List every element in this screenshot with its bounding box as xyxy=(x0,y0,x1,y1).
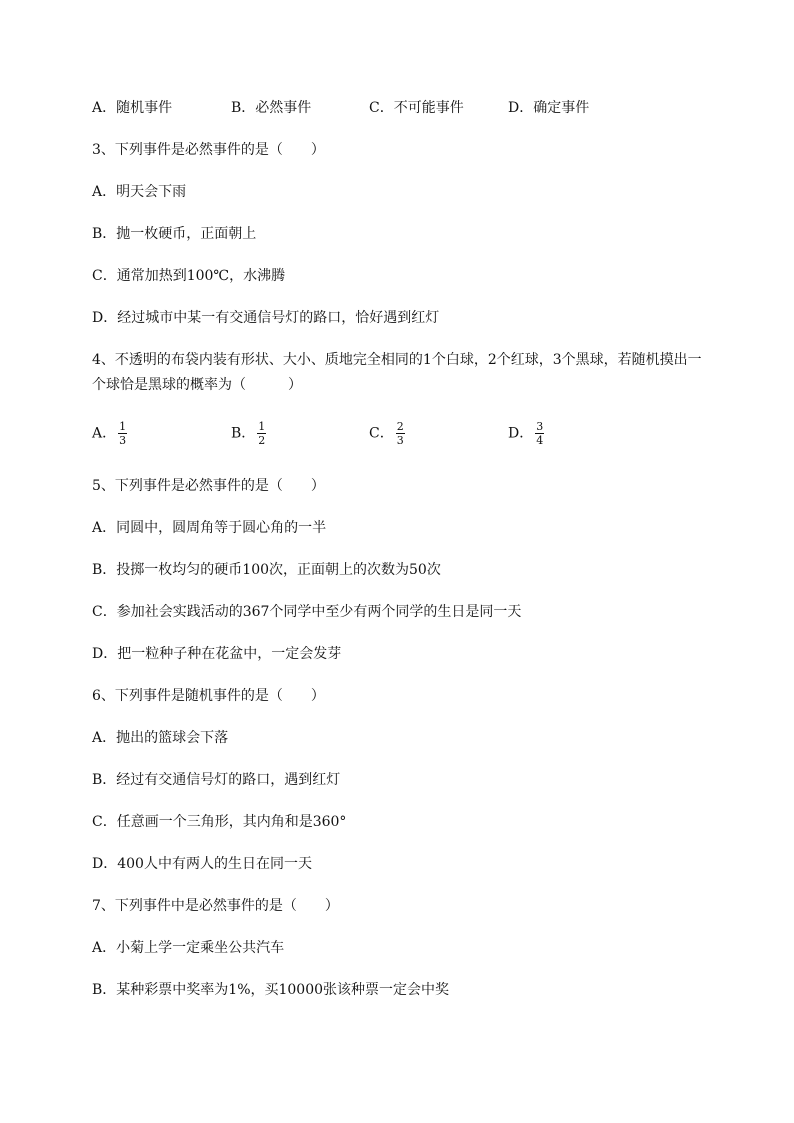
q5-stem: 5、下列事件是必然事件的是（ ） xyxy=(92,478,325,494)
q6-option-c: C．任意画一个三角形，其内角和是360° xyxy=(92,814,347,830)
q4-stem-line2: 个球恰是黑球的概率为（ ） xyxy=(92,377,302,393)
q3-option-b: B．抛一枚硬币，正面朝上 xyxy=(92,226,257,242)
q6-option-b: B．经过有交通信号灯的路口，遇到红灯 xyxy=(92,772,341,788)
q4-option-d-label: D． xyxy=(508,425,534,442)
q6-option-a: A．抛出的篮球会下落 xyxy=(92,730,229,746)
q3-option-d: D．经过城市中某一有交通信号灯的路口，恰好遇到红灯 xyxy=(92,310,440,326)
q4-option-a xyxy=(92,420,127,447)
q5-option-c: C．参加社会实践活动的367个同学中至少有两个同学的生日是同一天 xyxy=(92,604,522,620)
q4-option-d-denominator: 4 xyxy=(536,434,544,447)
q6-stem: 6、下列事件是随机事件的是（ ） xyxy=(92,688,325,704)
q4-option-d xyxy=(508,420,544,447)
q4-option-d-numerator: 3 xyxy=(536,420,544,433)
q6-option-d: D．400人中有两人的生日在同一天 xyxy=(92,856,312,872)
q4-option-a-label: A． xyxy=(92,425,117,442)
q4-option-a-fraction xyxy=(118,420,127,447)
q4-option-c xyxy=(369,420,405,447)
q3-stem: 3、下列事件是必然事件的是（ ） xyxy=(92,142,325,158)
q7-option-a: A．小菊上学一定乘坐公共汽车 xyxy=(92,940,285,956)
q7-option-b: B．某种彩票中奖率为1%，买10000张该种票一定会中奖 xyxy=(92,982,450,998)
q4-option-d-fraction xyxy=(535,420,544,447)
q2-option-a: A．随机事件 xyxy=(92,100,173,116)
q4-option-c-label: C． xyxy=(369,425,394,442)
q4-option-c-fraction xyxy=(396,420,405,447)
q3-option-a: A．明天会下雨 xyxy=(92,184,187,200)
q5-option-d: D．把一粒种子种在花盆中，一定会发芽 xyxy=(92,646,342,662)
q4-option-b-numerator: 1 xyxy=(258,420,266,433)
q4-option-a-denominator: 3 xyxy=(119,434,127,447)
q2-option-d: D．确定事件 xyxy=(508,100,590,116)
q4-option-c-denominator: 3 xyxy=(396,434,404,447)
q4-option-c-numerator: 2 xyxy=(396,420,404,433)
q4-option-b-denominator: 2 xyxy=(258,434,266,447)
q3-option-c: C．通常加热到100℃，水沸腾 xyxy=(92,268,286,284)
q5-option-a: A．同圆中，圆周角等于圆心角的一半 xyxy=(92,520,327,536)
q4-option-a-numerator: 1 xyxy=(119,420,127,433)
q4-option-b-label: B． xyxy=(231,425,256,442)
q4-option-b-fraction xyxy=(257,420,266,447)
q5-option-b: B．投掷一枚均匀的硬币100次，正面朝上的次数为50次 xyxy=(92,562,441,578)
q7-stem: 7、下列事件中是必然事件的是（ ） xyxy=(92,898,339,914)
q4-option-b xyxy=(231,420,266,447)
q2-option-b: B．必然事件 xyxy=(231,100,312,116)
q4-stem-line1: 4、不透明的布袋内装有形状、大小、质地完全相同的1个白球，2个红球，3个黑球，若随机摸出一 xyxy=(92,352,702,368)
q2-option-c: C．不可能事件 xyxy=(369,100,464,116)
